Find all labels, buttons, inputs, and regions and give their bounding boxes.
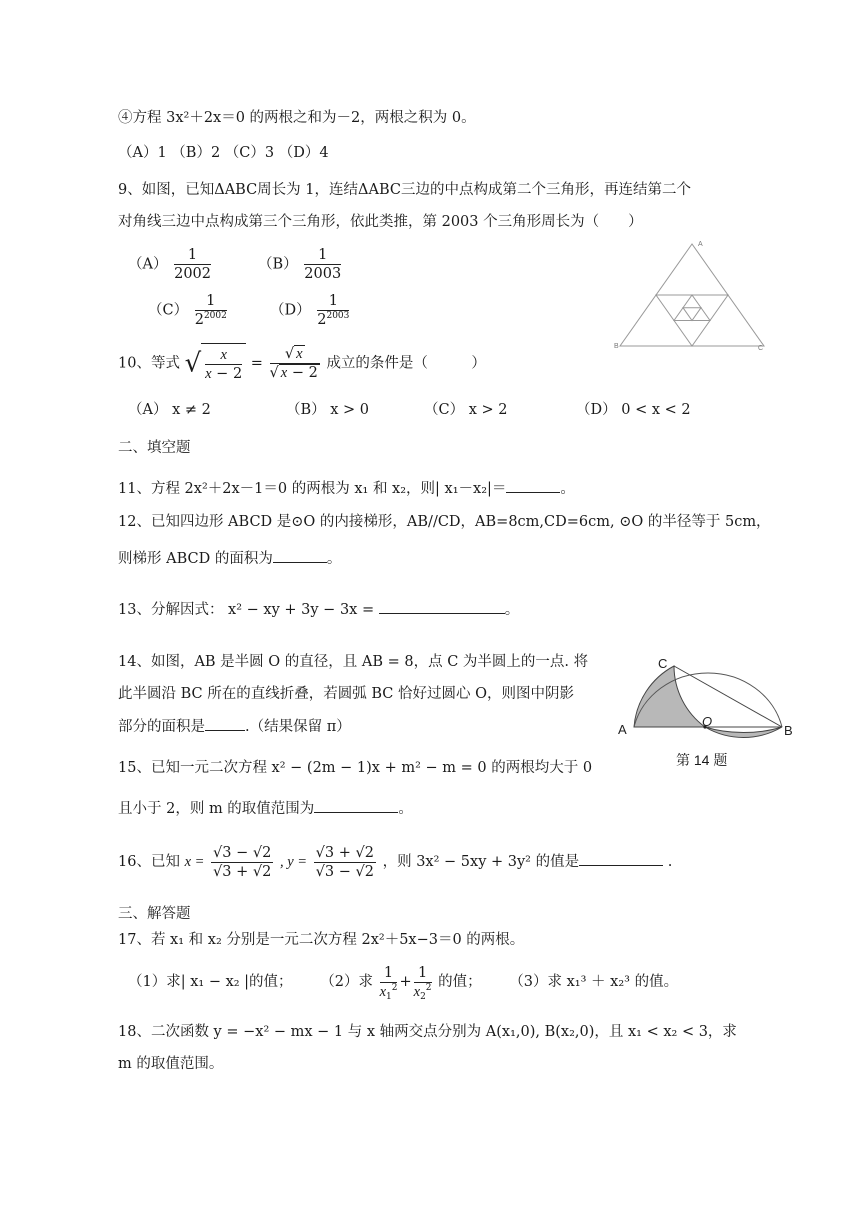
q10-option-b: （B） x > 0: [286, 402, 370, 418]
q16: 16、已知 x = $\frac{√3 - √2}{√3 + √2}$ , y = $\frac{√3 + √2}{√3 - √2}$ ，则 3x² − 5xy + 3y² 的值是 .: [118, 844, 673, 880]
q14-caption: 第 14 题: [676, 752, 728, 768]
q8-item4: ④方程 3x²＋2x＝0 的两根之和为－2，两根之积为 0。: [118, 110, 476, 126]
q17-part2: （2）求: [320, 974, 373, 990]
q10-equation: 10、等式 √ $\frac{x}{x - 2}$ = $\frac{√ x}{√ x - 2}$ 成立的条件是（ ）: [118, 343, 486, 384]
q9-option-c: （C） $\frac{1}{2^{2002}}$: [148, 293, 227, 328]
section-solutions: 三、解答题: [118, 906, 191, 922]
q9-label-a: A: [698, 241, 703, 248]
q14-label-b: B: [784, 723, 793, 738]
q9-option-d: （D） $\frac{1}{2^{2003}}$: [270, 293, 350, 328]
q15-line2: 且小于 2，则 m 的取值范围为 。: [118, 798, 413, 819]
q17-part1: （1）求| x₁ − x₂ |的值；: [128, 974, 293, 990]
q13: 13、分解因式： x² − xy + 3y − 3x = 。: [118, 599, 519, 620]
q9-label-c: C: [758, 345, 764, 352]
q14-blank: [205, 716, 245, 731]
q14-line2: 此半圆沿 BC 所在的直线折叠，若圆弧 BC 恰好过圆心 O，则图中阴影: [118, 686, 574, 702]
q14-semicircle-figure: [612, 650, 802, 744]
q12-line1: 12、已知四边形 ABCD 是⊙O 的内接梯形，AB//CD，AB=8cm,CD=6cm, ⊙O 的半径等于 5cm，: [118, 514, 771, 530]
q9-line2: 对角线三边中点构成第三个三角形，依此类推，第 2003 个三角形周长为（ ）: [118, 214, 643, 230]
q13-blank: [379, 599, 505, 614]
q18-line2: m 的取值范围。: [118, 1056, 224, 1072]
q9-label-b: B: [614, 343, 619, 350]
q9-line1: 9、如图，已知ΔABC周长为 1，连结ΔABC三边的中点构成第二个三角形，再连结第二个: [118, 182, 691, 198]
q11: 11、方程 2x²＋2x－1＝0 的两根为 x₁ 和 x₂，则| x₁－x₂|＝ 。: [118, 478, 575, 499]
q12-line2: 则梯形 ABCD 的面积为 。: [118, 548, 341, 569]
q10-option-d: （D） 0 < x < 2: [576, 402, 691, 418]
q17-part3: （3）求 x₁³ ＋ x₂³ 的值。: [509, 974, 679, 990]
q9-option-b: （B） $\frac{1}{2003}$: [258, 247, 342, 282]
section-fill-in: 二、填空题: [118, 440, 191, 456]
q18-line1: 18、二次函数 y = −x² − mx − 1 与 x 轴两交点分别为 A(x₁,0), B(x₂,0)，且 x₁ < x₂ < 3，求: [118, 1024, 737, 1040]
q16-blank: [579, 851, 663, 866]
q17-parts: （1）求| x₁ − x₂ |的值； （2）求 $\frac{1}{x_1^2}$ + $\frac{1}{x_2^2}$ 的值； （3）求 x₁³ ＋ x₂³ 的值。: [128, 964, 679, 1002]
q11-blank: [506, 478, 560, 493]
q14-label-o: O: [702, 714, 713, 729]
q15-blank: [314, 798, 398, 813]
q8-options: （A）1 （B）2 （C）3 （D）4: [118, 145, 329, 161]
q17-line1: 17、若 x₁ 和 x₂ 分别是一元二次方程 2x²＋5x−3＝0 的两根。: [118, 932, 525, 948]
q15-line1: 15、已知一元二次方程 x² − (2m − 1)x + m² − m = 0 的两根均大于 0: [118, 760, 593, 776]
q10-suffix: 成立的条件是（ ）: [326, 355, 486, 372]
q12-blank: [273, 548, 327, 563]
q14-label-c: C: [658, 656, 668, 671]
q14-label-a: A: [618, 722, 627, 737]
q10-option-a: （A） x ≠ 2: [128, 402, 211, 418]
q10-option-c: （C） x > 2: [424, 402, 508, 418]
q9-option-a: （A） $\frac{1}{2002}$: [128, 247, 211, 282]
q14-line3: 部分的面积是 .（结果保留 π）: [118, 716, 351, 737]
q9-triangle-figure: [612, 236, 772, 352]
q14-line1: 14、如图，AB 是半圆 O 的直径，且 AB = 8，点 C 为半圆上的一点. 将: [118, 654, 589, 670]
q10-prefix: 10、等式: [118, 355, 180, 372]
